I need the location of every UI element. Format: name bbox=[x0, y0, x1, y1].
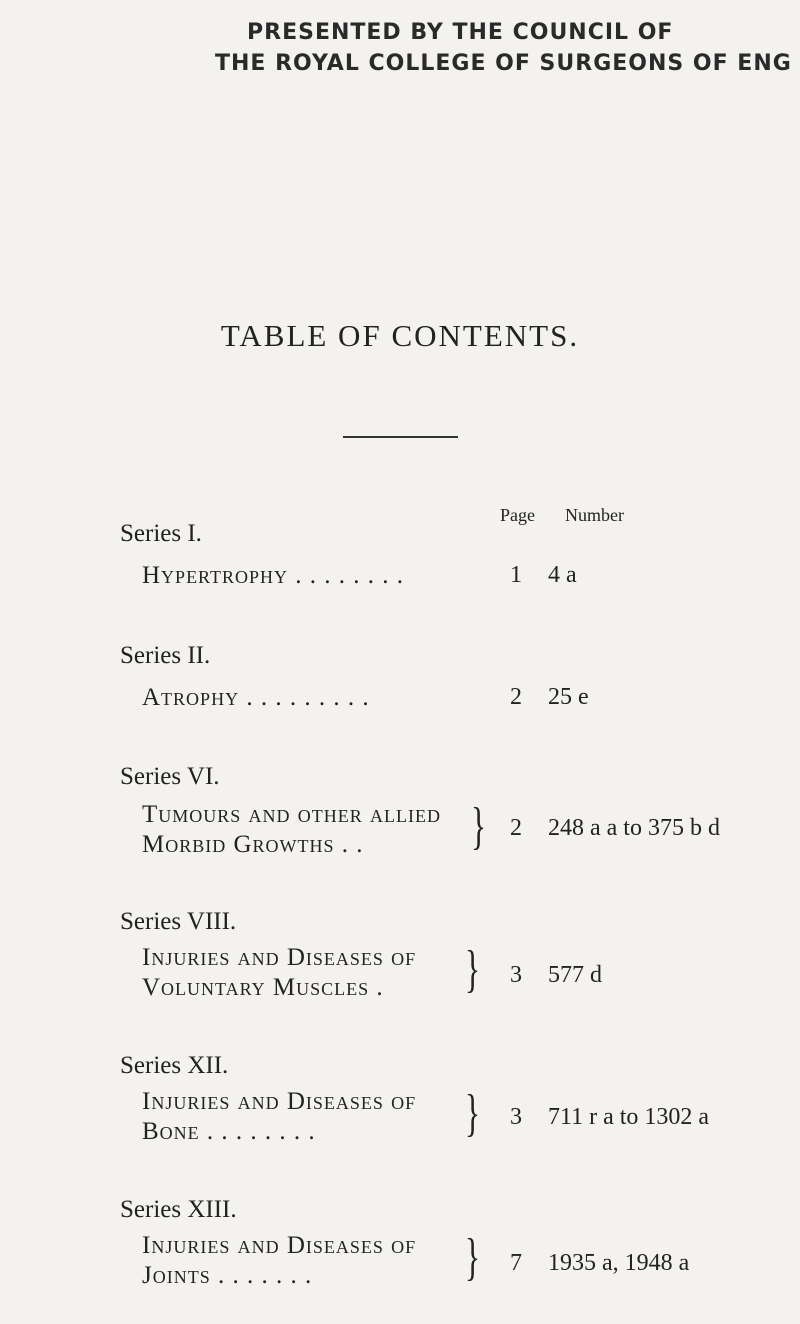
entry-number: 1935 a, 1948 a bbox=[548, 1250, 690, 1276]
entry-heading: Tumours and other allied bbox=[142, 801, 442, 828]
page-title: TABLE OF CONTENTS. bbox=[220, 318, 580, 353]
series-label: Series XII. bbox=[120, 1052, 229, 1079]
entry-number: 711 r a to 1302 a bbox=[548, 1104, 710, 1130]
entry-number: 4 a bbox=[548, 562, 577, 588]
entry-heading-continued: Morbid Growths . . bbox=[142, 831, 364, 858]
brace-icon: } bbox=[470, 798, 486, 855]
entry-page: 3 bbox=[510, 1104, 522, 1130]
entry-heading: Injuries and Diseases of bbox=[142, 944, 417, 971]
stamp-line-2: THE ROYAL COLLEGE OF SURGEONS OF ENG bbox=[215, 51, 792, 76]
entry-number: 248 a a to 375 b d bbox=[548, 815, 720, 841]
column-header-number: Number bbox=[565, 505, 624, 525]
entry-heading: Atrophy . . . . . . . . . bbox=[142, 684, 370, 711]
stamp-line-1: PRESENTED BY THE COUNCIL OF bbox=[247, 20, 674, 45]
series-label: Series VIII. bbox=[120, 908, 237, 935]
series-label: Series II. bbox=[120, 642, 211, 669]
entry-number: 577 d bbox=[548, 962, 602, 988]
entry-heading-continued: Voluntary Muscles . bbox=[142, 974, 384, 1001]
entry-page: 1 bbox=[510, 562, 522, 588]
column-header-page: Page bbox=[500, 505, 535, 525]
entry-heading: Injuries and Diseases of bbox=[142, 1088, 417, 1115]
brace-icon: } bbox=[464, 1229, 480, 1286]
series-label: Series I. bbox=[120, 520, 202, 547]
brace-icon: } bbox=[464, 941, 480, 998]
entry-heading-continued: Joints . . . . . . . bbox=[142, 1262, 313, 1289]
entry-heading-continued: Bone . . . . . . . . bbox=[142, 1118, 316, 1145]
entry-page: 7 bbox=[510, 1250, 522, 1276]
entry-heading: Hypertrophy . . . . . . . . bbox=[142, 562, 404, 589]
series-label: Series VI. bbox=[120, 763, 220, 790]
library-stamp bbox=[215, 20, 792, 76]
entry-page: 2 bbox=[510, 684, 522, 710]
title-divider bbox=[343, 436, 458, 438]
entry-page: 3 bbox=[510, 962, 522, 988]
entry-page: 2 bbox=[510, 815, 522, 841]
entry-number: 25 e bbox=[548, 684, 589, 710]
entry-heading: Injuries and Diseases of bbox=[142, 1232, 417, 1259]
series-label: Series XIII. bbox=[120, 1196, 237, 1223]
brace-icon: } bbox=[464, 1085, 480, 1142]
